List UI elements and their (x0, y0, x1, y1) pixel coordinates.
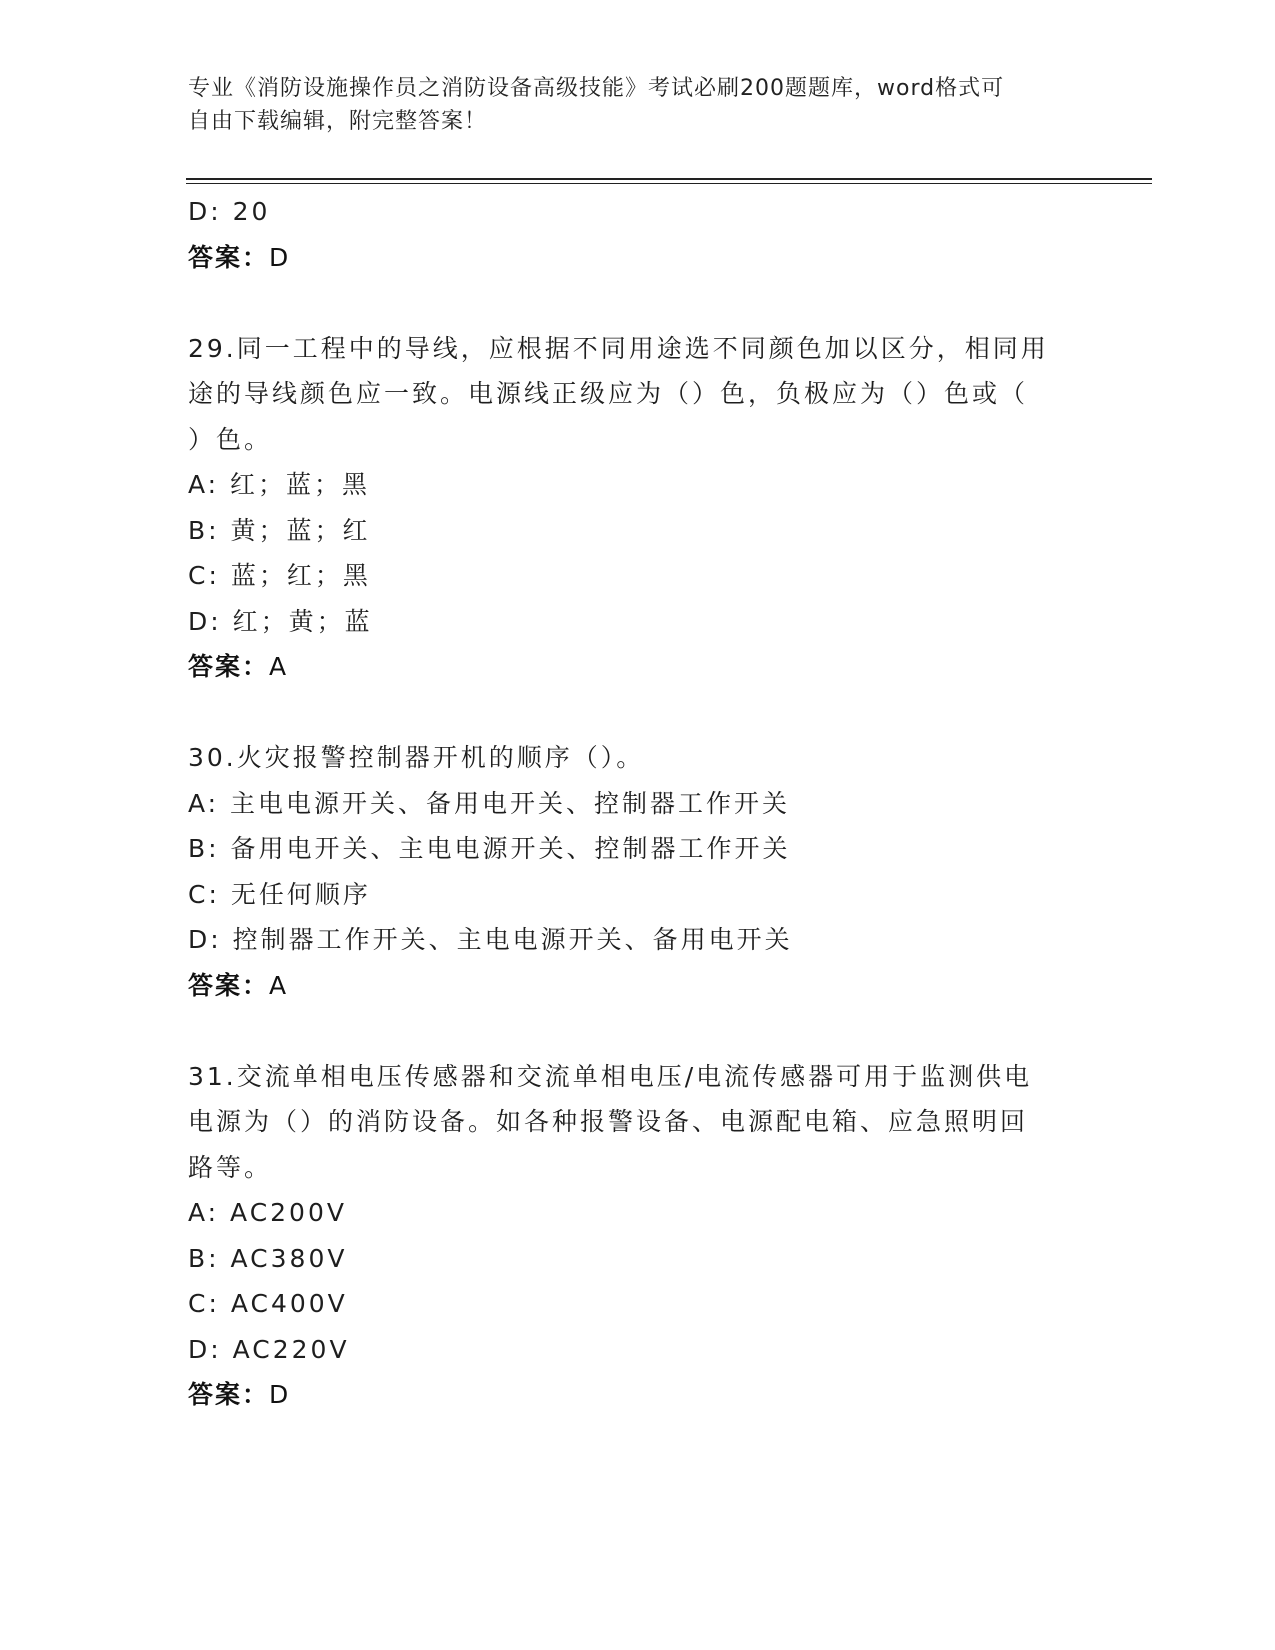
q29-stem-line-3: ）色。 (188, 424, 273, 454)
q31-answer-label: 答案： (188, 1380, 270, 1409)
question-29 (188, 326, 1088, 690)
spacer (188, 690, 1088, 736)
q29-option-d: D: 红；黄；蓝 (188, 606, 373, 636)
q31-stem-line-3: 路等。 (188, 1152, 273, 1182)
q29-answer-value: A (269, 652, 288, 681)
q31-stem-line-2: 电源为（）的消防设备。如各种报警设备、电源配电箱、应急照明回 (188, 1107, 1029, 1136)
q30-answer-value: A (269, 970, 288, 1000)
q29-answer (188, 644, 1088, 690)
prev-answer-label: 答案： (188, 242, 270, 272)
prev-option-d: D: 20 (188, 197, 271, 226)
spacer (188, 280, 1088, 326)
q30-option-b: B: 备用电开关、主电电源开关、控制器工作开关 (188, 834, 791, 863)
question-30 (188, 735, 1088, 1008)
q31-answer-value: D (269, 1380, 290, 1409)
q31-option-b: B: AC380V (188, 1243, 348, 1273)
q29-stem-line-1: 29.同一工程中的导线，应根据不同用途选不同颜色加以区分，相同用 (188, 333, 1049, 363)
q31-option-d: D: AC220V (188, 1334, 350, 1364)
q30-answer-label: 答案： (188, 970, 270, 1000)
spacer (188, 1008, 1088, 1054)
q30-stem-line-1: 30.火灾报警控制器开机的顺序（）。 (188, 743, 645, 772)
header-rule-thin (186, 183, 1152, 184)
q31-option-c: C: AC400V (188, 1289, 348, 1318)
q29-option-b: B: 黄；蓝；红 (188, 515, 371, 545)
header-line-1: 专业《消防设施操作员之消防设备高级技能》考试必刷200题题库，word格式可 (188, 76, 1005, 101)
q30-option-d: D: 控制器工作开关、主电电源开关、备用电开关 (188, 925, 793, 954)
page-content (188, 189, 1088, 1418)
q30-option-c: C: 无任何顺序 (188, 879, 371, 909)
q31-option-a: A: AC200V (188, 1198, 347, 1227)
q30-option-a: A: 主电电源开关、备用电开关、控制器工作开关 (188, 788, 791, 818)
q29-option-a: A: 红；蓝；黑 (188, 470, 371, 499)
q30-answer (188, 963, 1088, 1009)
q29-answer-label: 答案： (188, 652, 270, 681)
prev-answer (188, 235, 1088, 281)
prev-answer-value: D (269, 242, 290, 272)
q31-answer (188, 1372, 1088, 1418)
document-header (188, 72, 1068, 138)
question-31 (188, 1054, 1088, 1418)
header-line-2: 自由下载编辑，附完整答案！ (188, 109, 488, 134)
q31-stem-line-1: 31.交流单相电压传感器和交流单相电压/电流传感器可用于监测供电 (188, 1061, 1033, 1091)
header-rule-thick (186, 178, 1152, 180)
q29-stem-line-2: 途的导线颜色应一致。电源线正级应为（）色，负极应为（）色或（ (188, 379, 1029, 408)
q29-option-c: C: 蓝；红；黑 (188, 561, 371, 590)
